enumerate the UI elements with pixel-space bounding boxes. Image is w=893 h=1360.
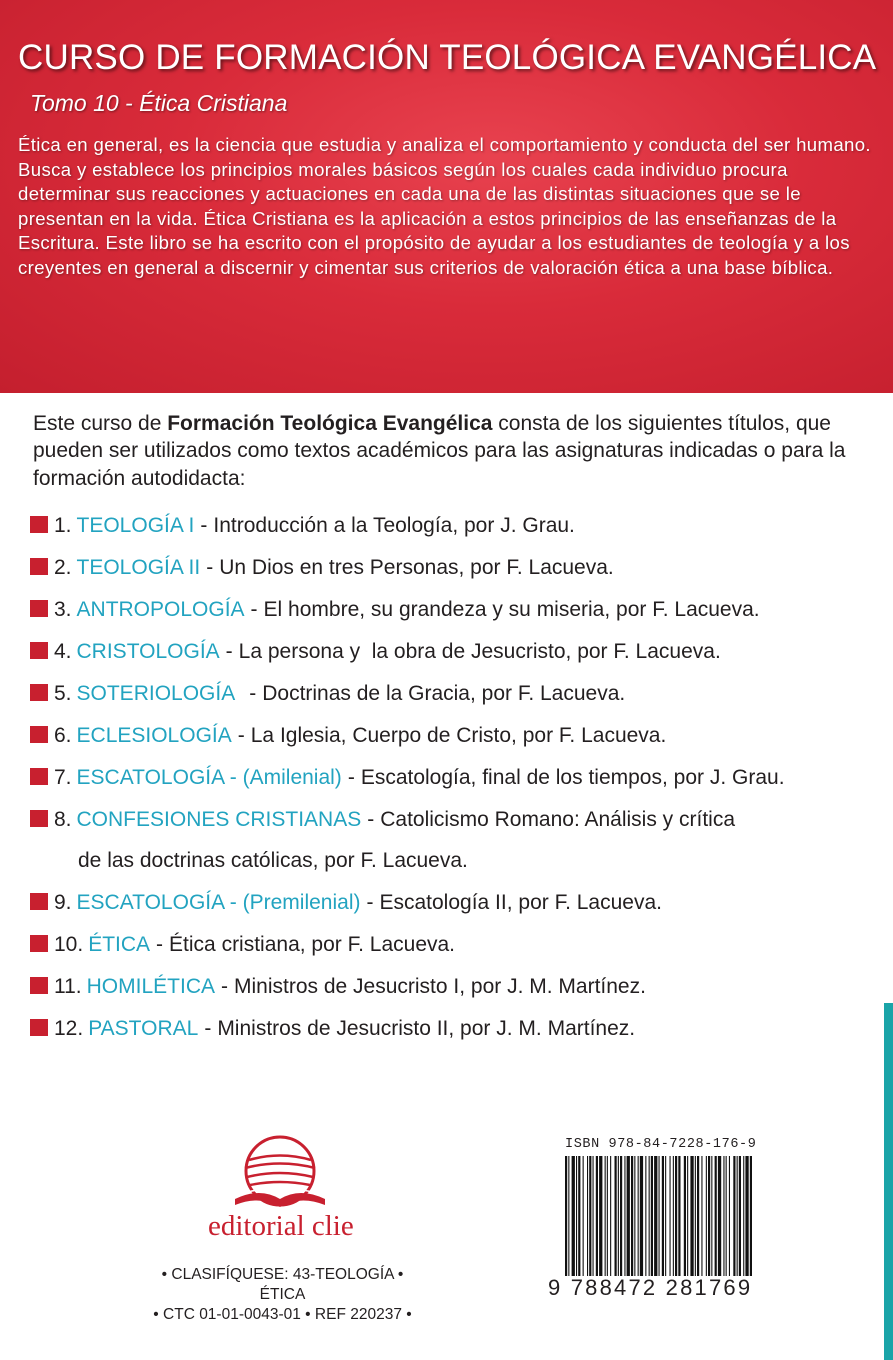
course-detail-continued: de las doctrinas católicas, por F. Lacueva. bbox=[78, 849, 468, 872]
bullet-square-icon bbox=[30, 516, 48, 533]
barcode-bar bbox=[593, 1156, 594, 1276]
course-number: 4. bbox=[54, 640, 72, 663]
course-number: 9. bbox=[54, 891, 72, 914]
course-item bbox=[30, 889, 885, 916]
course-number: 12. bbox=[54, 1017, 84, 1040]
barcode-bar bbox=[618, 1156, 619, 1276]
course-separator: - bbox=[250, 598, 258, 621]
barcode-bar bbox=[607, 1156, 608, 1276]
course-subject: ESCATOLOGÍA - (Premilenial) bbox=[76, 891, 361, 914]
barcode-bar bbox=[750, 1156, 752, 1276]
barcode-bar bbox=[659, 1156, 660, 1276]
bullet-square-icon bbox=[30, 893, 48, 910]
course-separator: - bbox=[347, 766, 355, 789]
intro-series-name: Formación Teológica Evangélica bbox=[167, 412, 493, 435]
series-intro bbox=[33, 410, 873, 492]
barcode-bar bbox=[615, 1156, 617, 1276]
barcode-bar bbox=[587, 1156, 588, 1276]
course-detail: El hombre, su grandeza y su miseria, por F. Lacueva. bbox=[263, 598, 760, 621]
course-detail: Escatología II, por F. Lacueva. bbox=[379, 891, 662, 914]
course-item bbox=[30, 806, 885, 874]
barcode-bar bbox=[745, 1156, 748, 1276]
barcode-digits: 9 788472 281769 bbox=[548, 1275, 753, 1300]
barcode-bar bbox=[631, 1156, 633, 1276]
barcode-bar bbox=[578, 1156, 580, 1276]
barcode-bar bbox=[576, 1156, 577, 1276]
course-list bbox=[30, 512, 885, 1057]
course-detail: La Iglesia, Cuerpo de Cristo, por F. Lacueva. bbox=[250, 724, 667, 747]
barcode-bar bbox=[589, 1156, 591, 1276]
barcode-bar bbox=[665, 1156, 666, 1276]
classification-reference: • CTC 01-01-0043-01 • REF 220237 • bbox=[153, 1306, 412, 1323]
course-item bbox=[30, 973, 885, 1000]
course-separator: - bbox=[249, 682, 257, 705]
barcode-bar bbox=[624, 1156, 625, 1276]
course-number: 5. bbox=[54, 682, 72, 705]
bullet-square-icon bbox=[30, 1019, 48, 1036]
course-separator: - bbox=[367, 808, 375, 831]
course-detail: Escatología, final de los tiempos, por J. Grau. bbox=[360, 766, 785, 789]
course-subject: HOMILÉTICA bbox=[86, 975, 215, 998]
course-item bbox=[30, 931, 885, 958]
classification-block bbox=[130, 1265, 435, 1325]
barcode-bar bbox=[684, 1156, 686, 1276]
course-detail: Doctrinas de la Gracia, por F. Lacueva. bbox=[262, 682, 626, 705]
barcode-bar bbox=[690, 1156, 693, 1276]
intro-text-start: Este curso de bbox=[33, 412, 168, 435]
barcode-bar bbox=[634, 1156, 635, 1276]
course-number: 6. bbox=[54, 724, 72, 747]
course-number: 1. bbox=[54, 514, 72, 537]
course-separator: - bbox=[204, 1017, 212, 1040]
course-separator: - bbox=[225, 640, 233, 663]
barcode-bar bbox=[708, 1156, 710, 1276]
barcode-bar bbox=[638, 1156, 639, 1276]
course-detail: Ética cristiana, por F. Lacueva. bbox=[169, 933, 456, 956]
course-separator: - bbox=[156, 933, 164, 956]
course-detail: Ministros de Jesucristo II, por J. M. Martínez. bbox=[217, 1017, 636, 1040]
bullet-square-icon bbox=[30, 935, 48, 952]
barcode-bar bbox=[645, 1156, 646, 1276]
classification-line: • CLASIFÍQUESE: 43-TEOLOGÍA • bbox=[161, 1266, 404, 1283]
barcode-bar bbox=[701, 1156, 702, 1276]
course-separator: - bbox=[221, 975, 228, 998]
barcode-bar bbox=[687, 1156, 688, 1276]
barcode-bar bbox=[670, 1156, 671, 1276]
bullet-square-icon bbox=[30, 768, 48, 785]
intro-text-end: consta de los siguientes títulos, que pueden ser utilizados como textos académicos para las asignaturas indicadas o para la formación autodidacta: bbox=[33, 412, 846, 490]
course-item bbox=[30, 512, 885, 539]
barcode-bar bbox=[599, 1156, 602, 1276]
barcode-bar bbox=[565, 1156, 567, 1276]
volume-title: Tomo 10 - Ética Cristiana bbox=[30, 90, 288, 116]
barcode-bar bbox=[568, 1156, 569, 1276]
barcode-bar bbox=[572, 1156, 575, 1276]
bullet-square-icon bbox=[30, 684, 48, 701]
barcode-bar bbox=[695, 1156, 696, 1276]
course-number: 2. bbox=[54, 556, 72, 579]
barcode-bar bbox=[711, 1156, 712, 1276]
barcode-bar bbox=[583, 1156, 584, 1276]
course-subject: ANTROPOLOGÍA bbox=[76, 598, 245, 621]
barcode-bar bbox=[729, 1156, 730, 1276]
book-description: Ética en general, es la ciencia que estudia y analiza el comportamiento y conducta del ser humano. Busca y establece los principios morales básicos según los cuales cada individuo procura determinar sus reacciones y actuaciones en cada una de las distintas situaciones que se le presentan en la vida. Ética Cristiana es la aplicación a estos principios de las enseñanzas de la Escritura. Este libro se ha escrito con el propósito de ayudar a los estudiantes de teología y a los creyentes en general a discernir y cimentar sus criterios de valoración ética a una base bíblica. bbox=[18, 134, 871, 278]
course-item bbox=[30, 596, 885, 623]
barcode-bar bbox=[651, 1156, 653, 1276]
series-title: CURSO DE FORMACIÓN TEOLÓGICA EVANGÉLICA bbox=[18, 38, 877, 77]
course-subject: TEOLOGÍA I bbox=[76, 514, 195, 537]
barcode-bar bbox=[737, 1156, 738, 1276]
course-detail: La persona y la obra de Jesucristo, por F. Lacueva. bbox=[238, 640, 721, 663]
course-detail: Ministros de Jesucristo I, por J. M. Martínez. bbox=[234, 975, 646, 998]
bullet-square-icon bbox=[30, 726, 48, 743]
course-item bbox=[30, 680, 885, 707]
course-number: 10. bbox=[54, 933, 84, 956]
barcode-bar bbox=[718, 1156, 721, 1276]
barcode-bar bbox=[649, 1156, 650, 1276]
course-separator: - bbox=[200, 514, 208, 537]
course-detail: Introducción a la Teología, por J. Grau. bbox=[213, 514, 575, 537]
course-subject: ÉTICA bbox=[88, 933, 151, 956]
course-separator: - bbox=[237, 724, 245, 747]
bullet-square-icon bbox=[30, 600, 48, 617]
course-subject: ECLESIOLOGÍA bbox=[76, 724, 232, 747]
barcode-bar bbox=[706, 1156, 707, 1276]
header-band bbox=[0, 0, 893, 393]
course-subject: PASTORAL bbox=[88, 1017, 199, 1040]
classification-category: ÉTICA bbox=[259, 1286, 306, 1303]
course-item bbox=[30, 638, 885, 665]
isbn-label: ISBN 978-84-7228-176-9 bbox=[565, 1137, 757, 1152]
course-separator: - bbox=[206, 556, 214, 579]
barcode-bar bbox=[605, 1156, 606, 1276]
barcode-icon bbox=[565, 1156, 753, 1276]
barcode-bar bbox=[726, 1156, 727, 1276]
course-number: 8. bbox=[54, 808, 72, 831]
barcode-bar bbox=[723, 1156, 724, 1276]
barcode-bar bbox=[675, 1156, 677, 1276]
barcode-bar bbox=[697, 1156, 699, 1276]
barcode-bar bbox=[715, 1156, 717, 1276]
course-subject: ESCATOLOGÍA - (Amilenial) bbox=[76, 766, 342, 789]
edge-color-bar bbox=[884, 1003, 893, 1360]
barcode-bar bbox=[739, 1156, 741, 1276]
course-subject: CONFESIONES CRISTIANAS bbox=[76, 808, 362, 831]
course-number: 11. bbox=[54, 975, 82, 998]
barcode-bar bbox=[610, 1156, 611, 1276]
bullet-square-icon bbox=[30, 810, 48, 827]
course-detail: Un Dios en tres Personas, por F. Lacueva. bbox=[219, 556, 614, 579]
bullet-square-icon bbox=[30, 558, 48, 575]
course-number: 7. bbox=[54, 766, 72, 789]
barcode-bar bbox=[733, 1156, 735, 1276]
barcode-bar bbox=[627, 1156, 630, 1276]
barcode-bar bbox=[743, 1156, 744, 1276]
barcode-bar bbox=[654, 1156, 657, 1276]
course-item bbox=[30, 554, 885, 581]
course-item bbox=[30, 722, 885, 749]
barcode-bar bbox=[678, 1156, 680, 1276]
course-item bbox=[30, 764, 885, 791]
course-subject: SOTERIOLOGÍA bbox=[76, 682, 236, 705]
barcode-bar bbox=[620, 1156, 622, 1276]
barcode-bar bbox=[640, 1156, 643, 1276]
course-separator: - bbox=[366, 891, 374, 914]
course-item bbox=[30, 1015, 885, 1042]
course-detail: Catolicismo Romano: Análisis y crítica bbox=[380, 808, 736, 831]
course-number: 3. bbox=[54, 598, 72, 621]
barcode-bar bbox=[596, 1156, 598, 1276]
bullet-square-icon bbox=[30, 977, 48, 994]
course-subject: TEOLOGÍA II bbox=[76, 556, 201, 579]
barcode-bar bbox=[662, 1156, 664, 1276]
course-subject: CRISTOLOGÍA bbox=[76, 640, 220, 663]
publisher-name: editorial clie bbox=[208, 1210, 354, 1242]
barcode-bar bbox=[673, 1156, 674, 1276]
bullet-square-icon bbox=[30, 642, 48, 659]
